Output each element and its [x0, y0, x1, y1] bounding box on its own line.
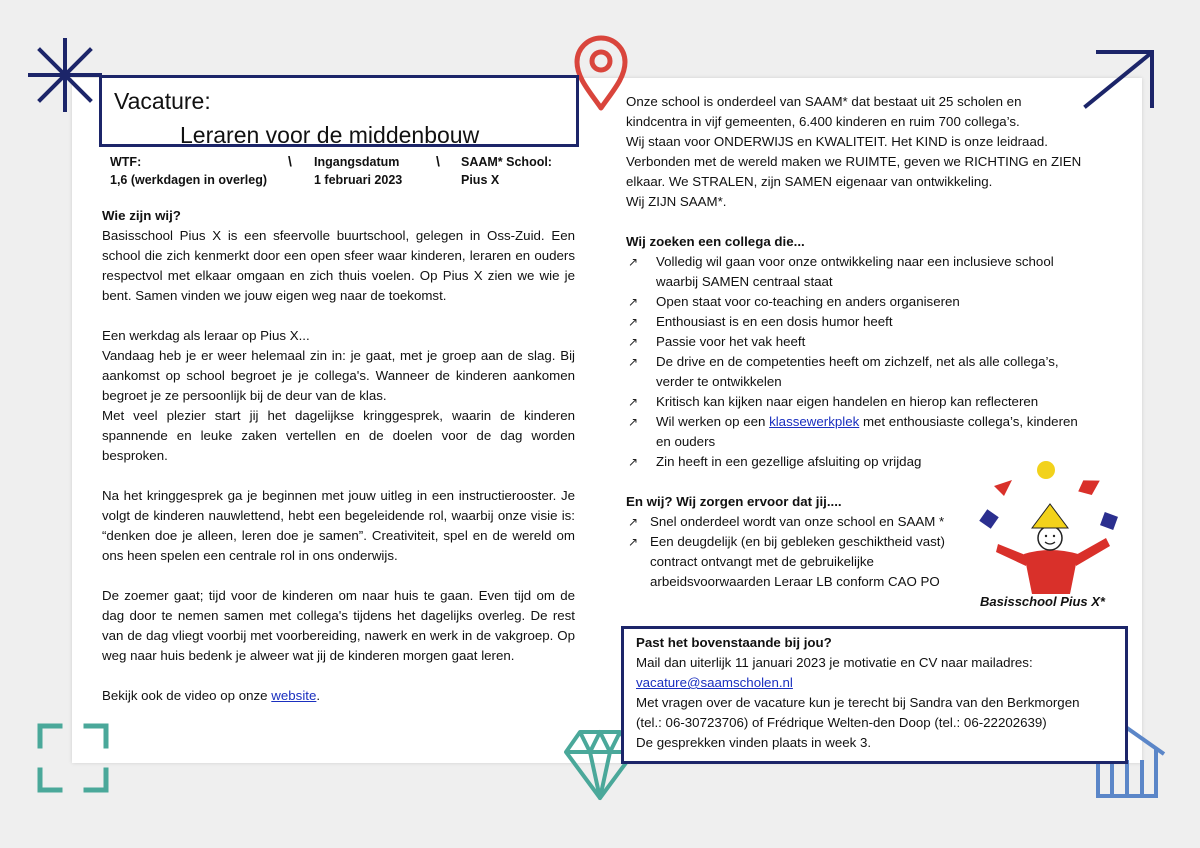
school-logo-illustration	[966, 456, 1136, 596]
location-pin-icon	[572, 34, 630, 112]
klassewerkplek-link[interactable]: klassewerkplek	[769, 414, 860, 429]
workday-paragraph-2: Met veel plezier start jij het dagelijkse kringgesprek, waarin de kinderen spannende en leuke zaken vertellen en de doelen voor de dag worden besproken.	[102, 408, 575, 463]
list-item: ↗ Zin heeft in een gezellige afsluiting op vrijdag	[626, 452, 1096, 472]
saam-line: elkaar. We STRALEN, zijn SAMEN eigenaar van ontwikkeling.	[626, 174, 993, 189]
zoemer-paragraph: De zoemer gaat; tijd voor de kinderen om naar huis te gaan. Even tijd om de dag door te nemen samen met collega's tijdens het dagelijks overleg. De rest van de dag vliegt voorbij met voorbereiding, nawerk en werk in de vakgroep. Op weg naar huis bedenk je alweer wat jij de kinderen morgen gaat leren.	[102, 588, 575, 663]
title-job: Leraren voor de middenbouw	[180, 122, 480, 148]
list-item: ↗ Een deugdelijk (en bij gebleken geschiktheid vast) contract ontvangt met de gebruikelijke arbeidsvoorwaarden Leraar LB conform CAO PO	[628, 534, 945, 589]
intro-paragraph: Basisschool Pius X is een sfeervolle buurtschool, gelegen in Oss-Zuid. Een school die zich kenmerkt door een open sfeer waar kinderen, leraren en ouders respectvol met elkaar omgaan en zich thuis voelen. Op Pius X zien we wie je bent. Samen vinden we jouw eigen weg naar de toekomst.	[102, 228, 575, 303]
arrow-bullet-icon: ↗	[628, 335, 639, 349]
arrow-bullet-icon: ↗	[628, 255, 639, 269]
contact-line: (tel.: 06-30723706) of Frédrique Welten-den Doop (tel.: 06-22202639)	[636, 715, 1047, 730]
list-item: ↗ Kritisch kan kijken naar eigen handelen en hierop kan reflecteren	[626, 392, 1096, 412]
list-item: ↗ De drive en de competenties heeft om zichzelf, net als alle collega’s, verder te ontwikkelen	[628, 354, 1059, 389]
meta-school	[461, 153, 552, 189]
contact-box	[621, 626, 1128, 764]
meta-separator: \	[436, 153, 440, 169]
contact-line: Mail dan uiterlijk 11 januari 2023 je motivatie en CV naar mailadres:	[636, 655, 1033, 670]
arrow-bullet-icon: ↗	[628, 295, 639, 309]
arrow-bullet-icon: ↗	[628, 355, 639, 369]
video-end: .	[316, 688, 321, 703]
workday-paragraph-1: Vandaag heb je er weer helemaal zin in: je gaat, met je groep aan de slag. Bij aankomst op school begroet je je collega's. Wanneer de kinderen aankomen begroet je ze persoonlijk bij de deur van de klas.	[102, 348, 575, 403]
arrow-bullet-icon: ↗	[628, 455, 639, 469]
frame-corners-icon	[36, 722, 110, 794]
contact-line: Met vragen over de vacature kun je terecht bij Sandra van den Berkmorgen	[636, 695, 1080, 710]
contact-line: De gesprekken vinden plaats in week 3.	[636, 735, 872, 750]
title-box	[99, 75, 579, 147]
saam-line: Verbonden met de wereld maken we RUIMTE, geven we RICHTING en ZIEN	[626, 154, 1082, 169]
arrow-bullet-icon: ↗	[628, 315, 639, 329]
workday-title: Een werkdag als leraar op Pius X...	[102, 328, 310, 343]
list-item: ↗ Passie voor het vak heeft	[626, 332, 1096, 352]
list-item: ↗ Enthousiast is en een dosis humor heeft	[626, 312, 1096, 332]
heading-wij-zoeken: Wij zoeken een collega die...	[626, 234, 805, 249]
meta-wtf-label: WTF:	[110, 155, 142, 169]
saam-line: Wij staan voor ONDERWIJS en KWALITEIT. Het KIND is onze leidraad.	[626, 134, 1048, 149]
meta-wtf	[110, 153, 267, 189]
meta-school-label: SAAM* School:	[461, 155, 552, 169]
arrow-bullet-icon: ↗	[628, 535, 639, 549]
contact-heading: Past het bovenstaande bij jou?	[636, 635, 832, 650]
email-link[interactable]: vacature@saamscholen.nl	[636, 675, 793, 690]
arrow-bullet-icon: ↗	[628, 395, 639, 409]
arrow-bullet-icon: ↗	[628, 415, 639, 429]
website-link[interactable]: website	[271, 688, 317, 703]
saam-line: kindcentra in vijf gemeenten, 6.400 kinderen en ruim 700 collega’s.	[626, 114, 1020, 129]
meta-date	[314, 153, 402, 189]
list-item: ↗ Open staat voor co-teaching en anders organiseren	[626, 292, 1096, 312]
asterisk-icon	[28, 38, 102, 112]
title-vacature: Vacature:	[114, 88, 211, 114]
list-item: ↗ Wil werken op een klassewerkplek met enthousiaste collega’s, kinderen en ouders	[628, 414, 1078, 449]
video-text: Bekijk ook de video op onze	[102, 688, 272, 703]
meta-school-value: Pius X	[461, 173, 500, 187]
arrow-bullet-icon: ↗	[628, 515, 639, 529]
instructie-paragraph: Na het kringgesprek ga je beginnen met jouw uitleg in een instructierooster. Je volgt de kinderen nauwlettend, hebt een begeleidende rol, waarbij onze visie is: “denken doe je alleen, leren doe je samen”. Creativiteit, spel en de wereld om ons heen spelen een centrale rol in ons onderwijs.	[102, 488, 575, 563]
left-column	[102, 206, 575, 706]
offer-list	[626, 512, 956, 592]
school-logo-caption: Basisschool Pius X*	[980, 594, 1105, 609]
heading-wie-zijn-wij: Wie zijn wij?	[102, 208, 181, 223]
meta-date-value: 1 februari 2023	[314, 173, 403, 187]
video-line	[102, 686, 575, 706]
list-item: ↗ Volledig wil gaan voor onze ontwikkeling naar een inclusieve school waarbij SAMEN centraal staat	[628, 254, 1054, 289]
saam-line: Wij ZIJN SAAM*.	[626, 194, 727, 209]
seek-list	[626, 252, 1096, 472]
saam-line: Onze school is onderdeel van SAAM* dat bestaat uit 25 scholen en	[626, 94, 1022, 109]
meta-wtf-value: 1,6 (werkdagen in overleg)	[110, 173, 267, 187]
heading-en-wij: En wij? Wij zorgen ervoor dat jij....	[626, 494, 842, 509]
list-item: ↗ Snel onderdeel wordt van onze school en SAAM *	[626, 512, 956, 532]
meta-date-label: Ingangsdatum	[314, 155, 400, 169]
meta-separator: \	[288, 153, 292, 169]
